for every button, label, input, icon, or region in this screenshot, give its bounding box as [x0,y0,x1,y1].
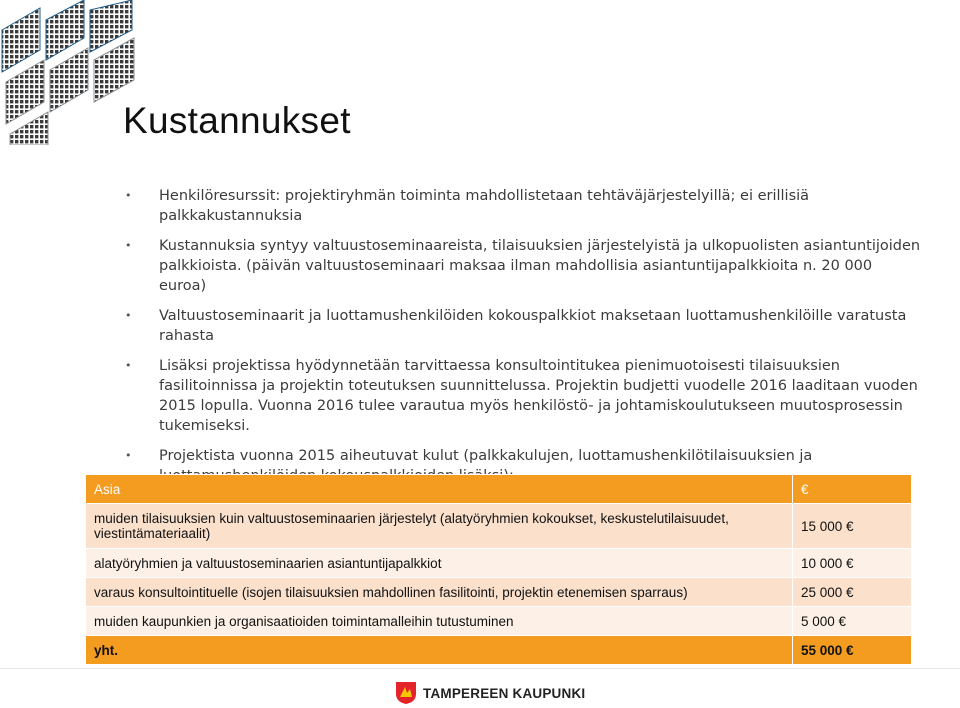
bullet-text: Lisäksi projektissa hyödynnetään tarvittaessa konsultointitukea pienimuotoisesti tilaisuuksien fasilitoinnissa ja projektin toteutuksen suunnittelussa. Projektin budjetti vuodelle 2016 laaditaan vuoden 2015 lopulla. Vuonna 2016 tulee varautua myös henkilöstö- ja johtamiskoulutukseen muutosprosessin tukemiseksi. [159,358,918,434]
table-header-row [86,475,911,504]
bullet-text: Henkilöresurssit: projektiryhmän toiminta mahdollistetaan tehtäväjärjestelyillä; ei erillisiä palkkakustannuksia [159,188,810,224]
column-header-item: Asia [86,475,793,504]
bullet-text: Valtuustoseminaarit ja luottamushenkilöiden kokouspalkkiot maksetaan luottamushenkilöille varatusta rahasta [159,308,907,344]
table-row [86,578,911,607]
row-item: varaus konsultointituelle (isojen tilaisuuksien mahdollinen fasilitointi, projektin etenemisen sparraus) [86,578,793,607]
total-amount: 55 000 € [793,636,912,665]
bullet-item [122,356,922,436]
row-amount: 10 000 € [793,549,912,578]
row-amount: 5 000 € [793,607,912,636]
bullet-dot-icon: • [125,309,132,322]
page-title: Kustannukset [123,100,351,141]
bullet-list [122,186,922,496]
table-row [86,549,911,578]
bullet-dot-icon: • [125,449,132,462]
tampere-crest-icon [395,681,417,705]
table-row [86,607,911,636]
row-item: muiden tilaisuuksien kuin valtuustoseminaarien järjestelyt (alatyöryhmien kokoukset, keskustelutilaisuudet, viestintämateriaalit) [86,504,793,549]
row-amount: 15 000 € [793,504,912,549]
column-header-amount: € [793,475,912,504]
row-amount: 25 000 € [793,578,912,607]
bullet-item [122,306,922,346]
bullet-dot-icon: • [125,359,132,372]
bullet-text: Kustannuksia syntyy valtuustoseminaareista, tilaisuuksien järjestelyistä ja ulkopuolisten asiantuntijoiden palkkioista. (päivän valtuustoseminaari maksaa ilman mahdollisia asiantuntijapalkkioita n. 20 000 euroa) [159,238,921,294]
footer-logo [395,681,585,705]
bullet-item [122,236,922,296]
bullet-item [122,186,922,226]
footer-divider [0,668,960,669]
bullet-text: Projektista vuonna 2015 aiheutuvat kulut (palkkakulujen, luottamushenkilötilaisuuksien ja [159,448,813,464]
bullet-dot-icon: • [125,189,132,202]
footer-brand-text: TAMPEREEN KAUPUNKI [423,685,586,701]
bullet-dot-icon: • [125,239,132,252]
table-row [86,504,911,549]
row-item: alatyöryhmien ja valtuustoseminaarien asiantuntijapalkkiot [86,549,793,578]
total-label: yht. [86,636,793,665]
row-item: muiden kaupunkien ja organisaatioiden toimintamalleihin tutustuminen [86,607,793,636]
cost-table [86,474,911,664]
table-total-row [86,636,911,665]
